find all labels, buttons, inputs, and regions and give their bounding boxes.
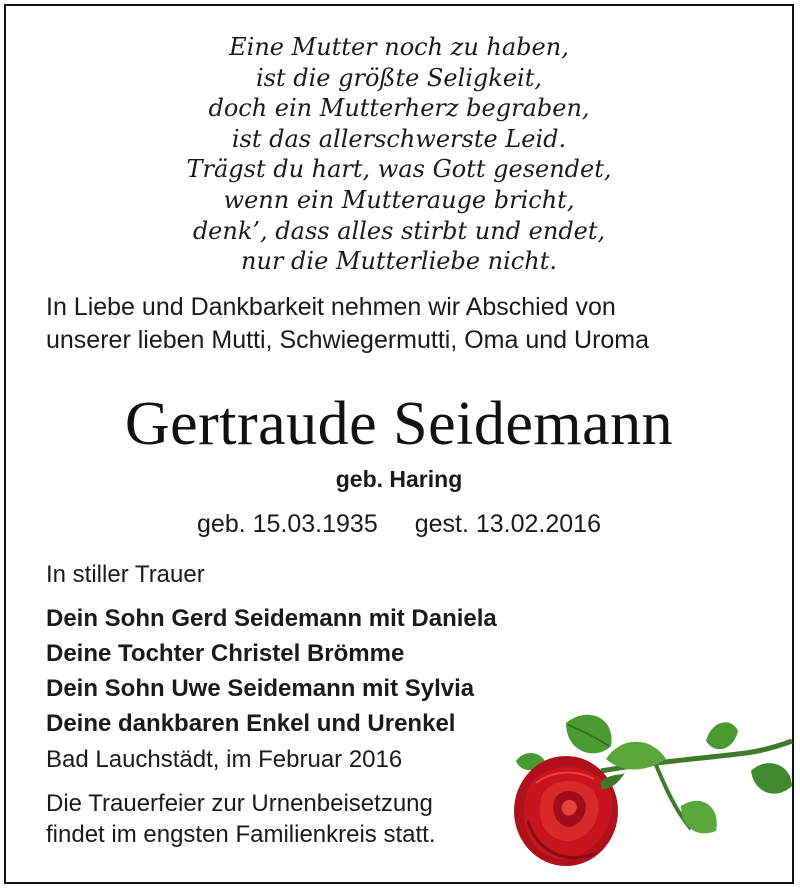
place-and-date: Bad Lauchstädt, im Februar 2016 xyxy=(46,746,403,773)
family-member: Deine dankbaren Enkel und Urenkel xyxy=(46,710,456,737)
maiden-name: geb. Haring xyxy=(335,466,463,492)
poem-line: Eine Mutter noch zu haben, xyxy=(229,33,569,61)
mourning-label: In stiller Trauer xyxy=(46,561,205,588)
obituary-notice xyxy=(4,4,794,884)
poem-line: nur die Mutterliebe nicht. xyxy=(241,247,557,276)
death-date: gest. 13.02.2016 xyxy=(414,510,601,538)
poem-line: Trägst du hart, was Gott gesendet, xyxy=(186,155,612,184)
poem-line: denk’, dass alles stirbt und endet, xyxy=(192,216,606,245)
poem-line: ist die größte Seligkeit, xyxy=(256,63,542,92)
poem-line: ist das allerschwerste Leid. xyxy=(231,124,567,153)
deceased-name: Gertraude Seidemann xyxy=(124,390,674,458)
family-member: Dein Sohn Gerd Seidemann mit Daniela xyxy=(46,605,497,632)
life-dates xyxy=(6,508,792,540)
funeral-line: Die Trauerfeier zur Urnenbeisetzung xyxy=(46,790,433,817)
poem-line: doch ein Mutterherz begraben, xyxy=(208,94,590,123)
poem xyxy=(6,32,792,277)
poem-line: wenn ein Mutterauge bricht, xyxy=(223,185,575,214)
funeral-line: findet im engsten Familienkreis statt. xyxy=(46,821,436,848)
intro-line: unserer lieben Mutti, Schwiegermutti, Oma und Uroma xyxy=(46,326,650,354)
intro-line: In Liebe und Dankbarkeit nehmen wir Abschied von xyxy=(46,293,616,321)
family-member: Dein Sohn Uwe Seidemann mit Sylvia xyxy=(46,675,475,702)
family-member: Deine Tochter Christel Brömme xyxy=(46,640,405,667)
rose-image xyxy=(506,701,796,881)
family-list xyxy=(46,601,497,741)
funeral-note xyxy=(46,788,436,850)
birth-date: geb. 15.03.1935 xyxy=(197,510,378,538)
farewell-intro xyxy=(46,291,766,357)
